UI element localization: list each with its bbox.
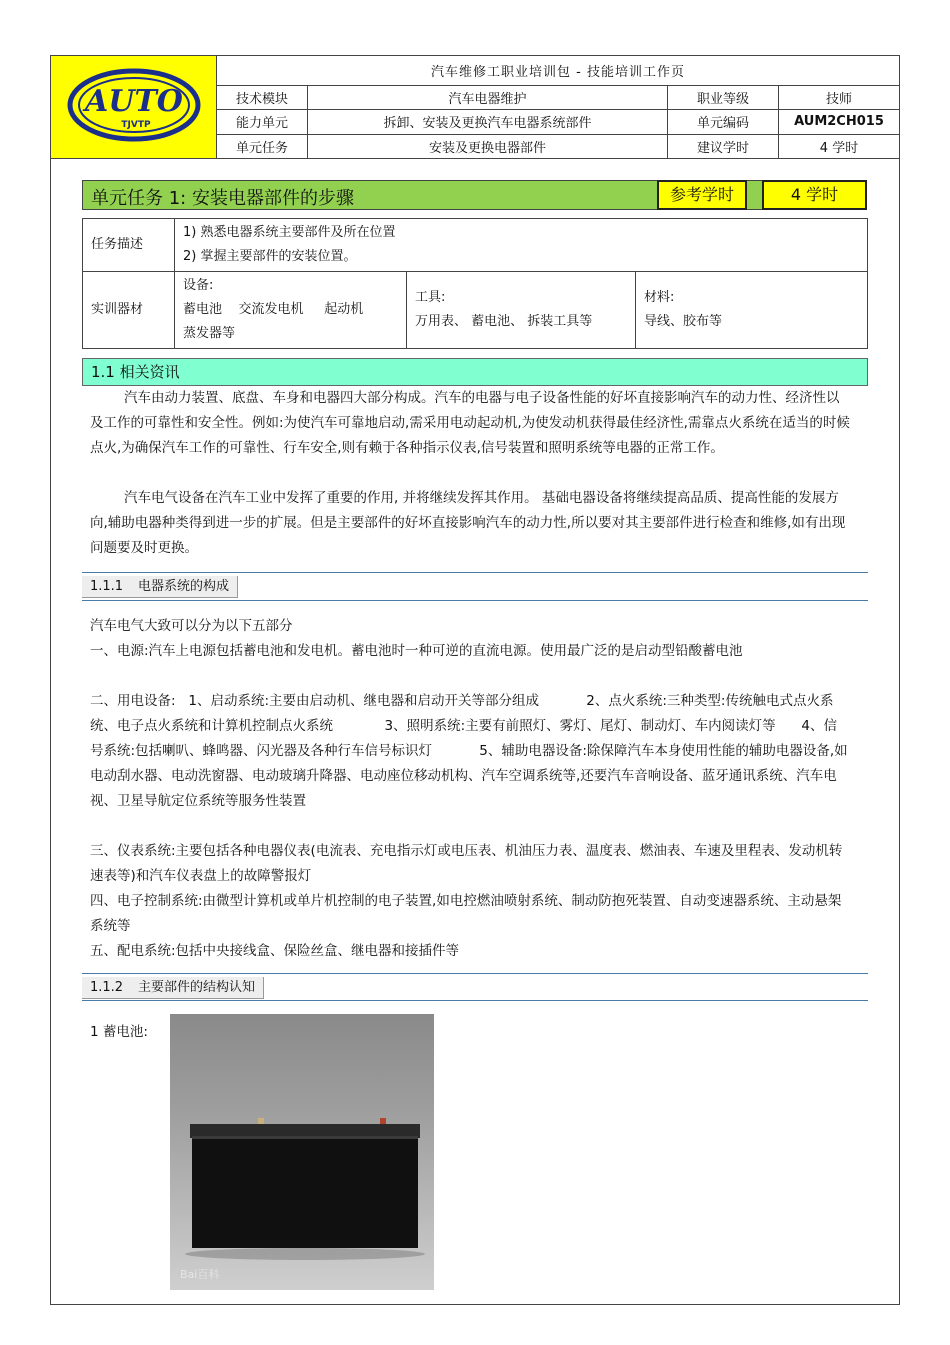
task-desc — [175, 219, 868, 272]
unit-code: AUM2CH015 — [779, 110, 900, 134]
equipment-cell — [175, 272, 407, 349]
materials-cell — [636, 272, 868, 349]
divider — [82, 973, 868, 974]
subsection-number: 1.1.2 — [90, 980, 124, 995]
header-label: 职业等级 — [668, 86, 779, 110]
equipment-title: 设备: — [183, 278, 214, 293]
list-item: 二、用电设备: 1、启动系统:主要由启动机、继电器和启动开关等部分组成 2、点火系统:三种类型:传统触电式点火系统、电子点火系统和计算机控制点火系统 3、照明系统:主要有前照灯、雾灯、尾灯、制动灯、车内阅读灯等 4、信号系统:包括喇叭、蜂鸣器、闪光器及各种行车信号标识灯 5、辅助电器设备:除保障汽车本身使用性能的辅助电器设备,如电动刮水器、电动洗窗器、电动玻璃升降器、电动座位移动机构、汽车空调系统等,还要汽车音响设备、蓝牙通讯系统、汽车电视、卫星导航定位系统等服务性装置 — [90, 693, 848, 809]
task-title: 单元任务 1: 安装电器部件的步骤 — [91, 188, 354, 209]
list-item: 一、电源:汽车上电源包括蓄电池和发电机。蓄电池时一种可逆的直流电源。使用最广泛的是启动型铅酸蓄电池 — [90, 643, 743, 659]
intro-text: 汽车电气大致可以分为以下五部分 — [90, 618, 293, 634]
header-label: 建议学时 — [668, 134, 779, 158]
paragraph: 汽车电气设备在汽车工业中发挥了重要的作用, 并将继续发挥其作用。 基础电器设备将继续提高品质、提高性能的发展方向,辅助电器种类得到进一步的扩展。但是主要部件的好坏直接影响汽车的动力性,所以要对其主要部件进行检查和维修,如有出现问题要及时更换。 — [90, 490, 846, 556]
divider — [82, 600, 868, 601]
reference-hours-value: 4 学时 — [762, 180, 867, 210]
list-item: 三、仪表系统:主要包括各种电器仪表(电流表、充电指示灯或电压表、机油压力表、温度表、燃油表、车速及里程表、发动机转速表等)和汽车仪表盘上的故障警报灯 — [90, 843, 843, 884]
subsection-title: 电器系统的构成 — [138, 579, 230, 594]
tools-title: 工具: — [415, 290, 446, 305]
watermark: Bai百科 — [180, 1268, 220, 1281]
battery-label: 1 蓄电池: — [90, 1024, 148, 1040]
materials-title: 材料: — [644, 290, 675, 305]
divider — [82, 572, 868, 573]
logo-subtext: TJVTP — [120, 120, 151, 130]
subsection-title: 主要部件的结构认知 — [138, 980, 256, 995]
reference-hours-label: 参考学时 — [657, 180, 747, 210]
equipment-list: 蓄电池 交流发电机 起动机 — [183, 302, 364, 317]
list-item: 五、配电系统:包括中央接线盒、保险丝盒、继电器和接插件等 — [90, 943, 460, 959]
header-label: 单元任务 — [217, 134, 308, 158]
subsection-number: 1.1.1 — [90, 579, 124, 594]
header-table — [50, 55, 900, 159]
header-value: 拆卸、安装及更换汽车电器系统部件 — [308, 110, 668, 134]
paragraph: 汽车由动力装置、底盘、车身和电器四大部分构成。汽车的电器与电子设备性能的好坏直接影响汽车的动力性、经济性以及工作的可靠性和安全性。例如:为使汽车可靠地启动,需采用电动起动机,为使发动机获得最佳经济性,需靠点火系统在适当的时候点火,为确保汽车工作的可靠性、行车安全,则有赖于各种指示仪表,信号装置和照明系统等电器的正常工作。 — [90, 390, 850, 456]
header-label: 技术模块 — [217, 86, 308, 110]
battery-image-icon — [170, 1014, 434, 1290]
task-desc-item: 2) 掌握主要部件的安装位置。 — [183, 249, 357, 264]
logo-cell — [51, 56, 217, 159]
subsection-heading — [82, 576, 238, 598]
section-title: 1.1 相关资讯 — [82, 358, 868, 386]
materials-list: 导线、胶布等 — [644, 314, 723, 329]
divider — [82, 1000, 868, 1001]
tools-cell — [407, 272, 636, 349]
header-label: 单元编码 — [668, 110, 779, 134]
suggested-hours: 4 学时 — [779, 134, 900, 158]
header-value: 技师 — [779, 86, 900, 110]
header-value: 汽车电器维护 — [308, 86, 668, 110]
logo-text: AUTO — [84, 84, 183, 119]
battery-photo — [170, 1014, 434, 1290]
subsection-heading — [82, 977, 264, 999]
list-item: 四、电子控制系统:由微型计算机或单片机控制的电子装置,如电控燃油喷射系统、制动防抱死装置、自动变速器系统、主动悬架系统等 — [90, 893, 842, 934]
header-label: 能力单元 — [217, 110, 308, 134]
equipment-label: 实训器材 — [83, 272, 175, 349]
equipment-list: 蒸发器等 — [183, 326, 236, 341]
tools-list: 万用表、 蓄电池、 拆装工具等 — [415, 314, 593, 329]
document-title: 汽车维修工职业培训包 - 技能培训工作页 — [217, 56, 900, 86]
task-title-bar — [82, 180, 867, 210]
auto-logo-icon — [64, 65, 204, 145]
task-desc-item: 1) 熟悉电器系统主要部件及所在位置 — [183, 225, 396, 240]
task-desc-label: 任务描述 — [83, 219, 175, 272]
header-value: 安装及更换电器部件 — [308, 134, 668, 158]
task-table — [82, 218, 868, 349]
